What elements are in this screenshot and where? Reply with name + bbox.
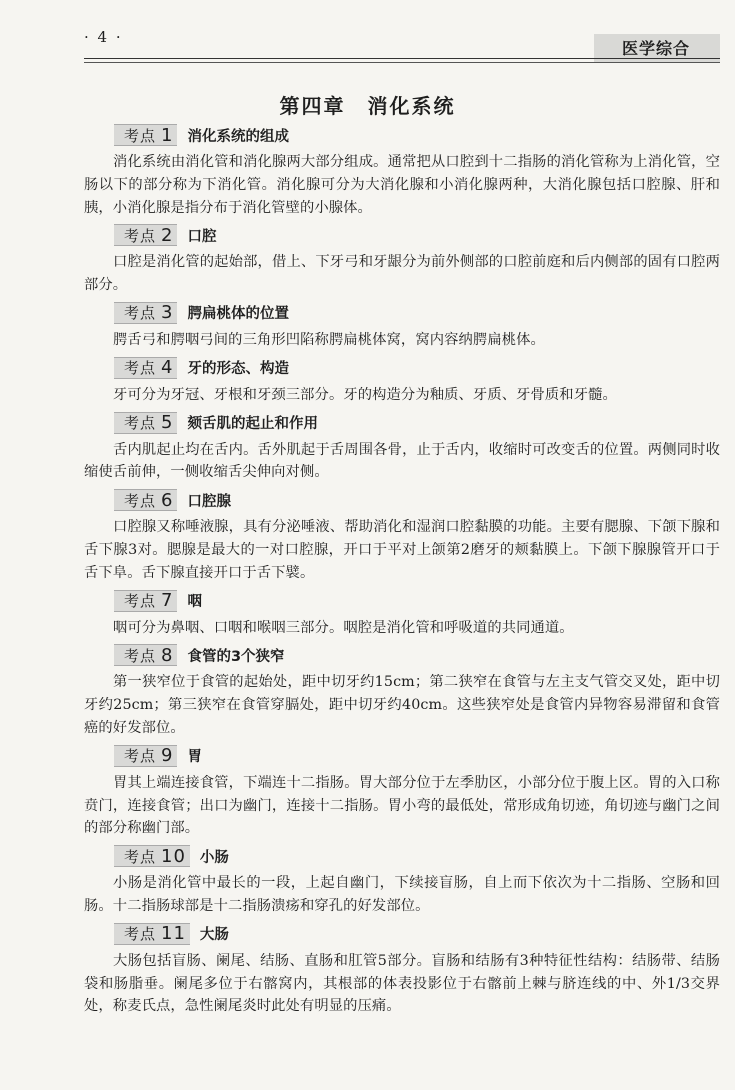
exam-point-number: 7: [161, 590, 174, 612]
exam-point-heading: [114, 223, 720, 247]
exam-point-text: 消化系统由消化管和消化腺两大部分组成。通常把从口腔到十二指肠的消化管称为上消化管，空肠以下的部分称为下消化管。消化腺可分为大消化腺和小消化腺两种，大消化腺包括口腔腺、肝和胰，小消化腺是指分布于消化管壁的小腺体。: [84, 154, 720, 216]
exam-point-title: 咽: [187, 594, 202, 611]
exam-point-badge: [114, 489, 177, 511]
chapter-number: 第四章: [279, 94, 346, 118]
exam-point-text: 牙可分为牙冠、牙根和牙颈三部分。牙的构造分为釉质、牙质、牙骨质和牙髓。: [113, 386, 617, 403]
content-body: [84, 119, 720, 1020]
exam-point-heading: [114, 744, 720, 768]
exam-point-text: 口腔腺又称唾液腺，具有分泌唾液、帮助消化和湿润口腔黏膜的功能。主要有腮腺、下颌下腺和舌下腺3对。腮腺是最大的一对口腔腺，开口于平对上颌第2磨牙的颊黏膜上。下颌下腺腺管开口于舌下阜。舌下腺直接开口于舌下襞。: [84, 519, 720, 581]
exam-point-label: 考点: [124, 359, 157, 378]
exam-point-number: 3: [161, 302, 174, 324]
exam-point-text: 口腔是消化管的起始部，借上、下牙弓和牙龈分为前外侧部的口腔前庭和后内侧部的固有口腔两部分。: [84, 254, 720, 294]
exam-point-label: 考点: [124, 126, 157, 145]
exam-point-label: 考点: [124, 491, 157, 510]
exam-point-badge: [114, 412, 177, 434]
exam-point-number: 8: [161, 644, 174, 666]
chapter-title: [0, 90, 735, 119]
exam-point-heading: [114, 123, 720, 147]
exam-point-title: 颏舌肌的起止和作用: [187, 416, 318, 433]
exam-point-text: 咽可分为鼻咽、口咽和喉咽三部分。咽腔是消化管和呼吸道的共同通道。: [113, 619, 574, 636]
exam-point-heading: [114, 301, 720, 325]
exam-point-badge: [114, 745, 177, 767]
exam-point-title: 食管的3个狭窄: [187, 648, 285, 665]
header-rule-thin: [84, 62, 720, 63]
page-number: · 4 ·: [84, 28, 123, 46]
exam-point-number: 11: [161, 923, 186, 945]
page-header: [84, 28, 720, 68]
exam-point-text: 大肠包括盲肠、阑尾、结肠、直肠和肛管5部分。盲肠和结肠有3种特征性结构：结肠带、结肠袋和肠脂垂。阑尾多位于右髂窝内，其根部的体表投影位于右髂前上棘与脐连线的中、外1/3交界处，称麦氏点，急性阑尾炎时此处有明显的压痛。: [84, 952, 720, 1015]
exam-point-label: 考点: [124, 226, 157, 245]
exam-point-label: 考点: [124, 592, 157, 611]
exam-point-heading: [114, 356, 720, 380]
chapter-name: 消化系统: [367, 94, 456, 118]
exam-point-label: 考点: [124, 646, 157, 665]
exam-point-text: 腭舌弓和腭咽弓间的三角形凹陷称腭扁桃体窝，窝内容纳腭扁桃体。: [113, 331, 545, 348]
exam-point-badge: [114, 357, 177, 379]
exam-point-badge: [114, 644, 177, 666]
exam-point-title: 腭扁桃体的位置: [187, 306, 289, 323]
exam-point-text: 胃其上端连接食管，下端连十二指肠。胃大部分位于左季肋区，小部分位于腹上区。胃的入口称贲门，连接食管；出口为幽门，连接十二指肠。胃小弯的最低处，常形成角切迹，角切迹与幽门之间的部分称幽门部。: [84, 774, 720, 837]
exam-point-title: 口腔: [187, 228, 217, 245]
header-rule: [84, 58, 720, 59]
exam-point-badge: [114, 923, 190, 945]
exam-point-text: 舌内肌起止均在舌内。舌外肌起于舌周围各骨，止于舌内，收缩时可改变舌的位置。两侧同时收缩使舌前伸，一侧收缩舌尖伸向对侧。: [84, 441, 720, 481]
exam-point-heading: [114, 488, 720, 512]
exam-point-heading: [114, 922, 720, 946]
book-title-label: 医学综合: [594, 34, 720, 62]
exam-point-title: 大肠: [199, 927, 229, 944]
exam-point-badge: [114, 124, 177, 146]
exam-point-badge: [114, 845, 190, 867]
exam-point-heading: [114, 643, 720, 667]
exam-point-label: 考点: [124, 925, 157, 944]
exam-point-label: 考点: [124, 414, 157, 433]
exam-point-label: 考点: [124, 304, 157, 323]
exam-point-heading: [114, 844, 720, 868]
exam-point-number: 9: [161, 745, 174, 767]
exam-point-number: 5: [161, 412, 174, 434]
exam-point-number: 2: [161, 224, 174, 246]
exam-point-title: 消化系统的组成: [187, 128, 289, 145]
exam-point-title: 小肠: [199, 849, 229, 866]
exam-point-label: 考点: [124, 847, 157, 866]
exam-point-title: 胃: [187, 749, 202, 766]
exam-point-heading: [114, 589, 720, 613]
exam-point-badge: [114, 302, 177, 324]
exam-point-number: 1: [161, 124, 174, 146]
exam-point-text: 第一狭窄位于食管的起始处，距中切牙约15cm；第二狭窄在食管与左主支气管交叉处，距中切牙约25cm；第三狭窄在食管穿膈处，距中切牙约40cm。这些狭窄处是食管内异物容易滞留和食管癌的好发部位。: [84, 674, 720, 736]
exam-point-title: 口腔腺: [187, 493, 231, 510]
exam-point-badge: [114, 224, 177, 246]
exam-point-number: 4: [161, 357, 174, 379]
exam-point-badge: [114, 590, 177, 612]
exam-point-title: 牙的形态、构造: [187, 361, 289, 378]
exam-point-text: 小肠是消化管中最长的一段，上起自幽门，下续接盲肠，自上而下依次为十二指肠、空肠和回肠。十二指肠球部是十二指肠溃疡和穿孔的好发部位。: [84, 875, 720, 914]
exam-point-label: 考点: [124, 747, 157, 766]
exam-point-heading: [114, 411, 720, 435]
exam-point-number: 6: [161, 489, 174, 511]
exam-point-number: 10: [161, 845, 186, 867]
